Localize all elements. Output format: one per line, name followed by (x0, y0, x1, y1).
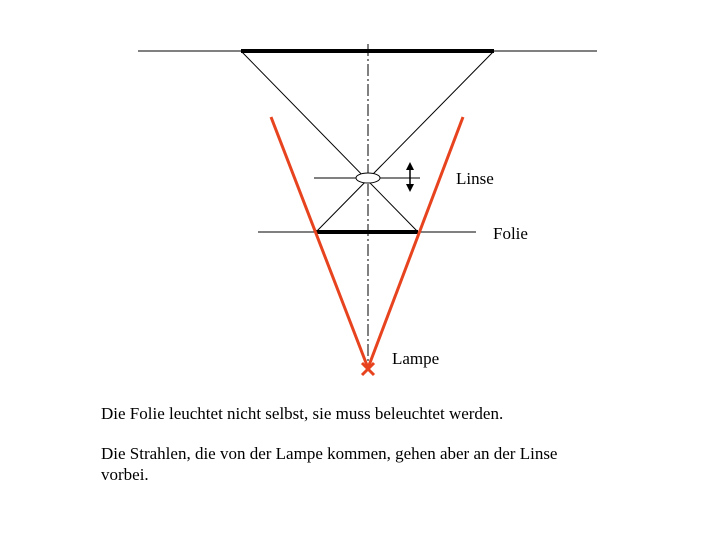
lens-label: Linse (456, 169, 494, 188)
caption-line-2: Die Strahlen, die von der Lampe kommen, gehen aber an der Linse vorbei. (101, 444, 558, 484)
lamp-ray-right (368, 117, 463, 368)
double-arrow-icon (406, 162, 414, 192)
image-ray-right (316, 51, 494, 232)
slide-label: Folie (493, 224, 528, 243)
lamp-label: Lampe (392, 349, 440, 368)
lamp-ray-left (271, 117, 368, 368)
lens-icon (356, 173, 380, 183)
caption-line-1: Die Folie leuchtet nicht selbst, sie muss beleuchtet werden. (101, 404, 504, 423)
image-ray-left (241, 51, 418, 232)
